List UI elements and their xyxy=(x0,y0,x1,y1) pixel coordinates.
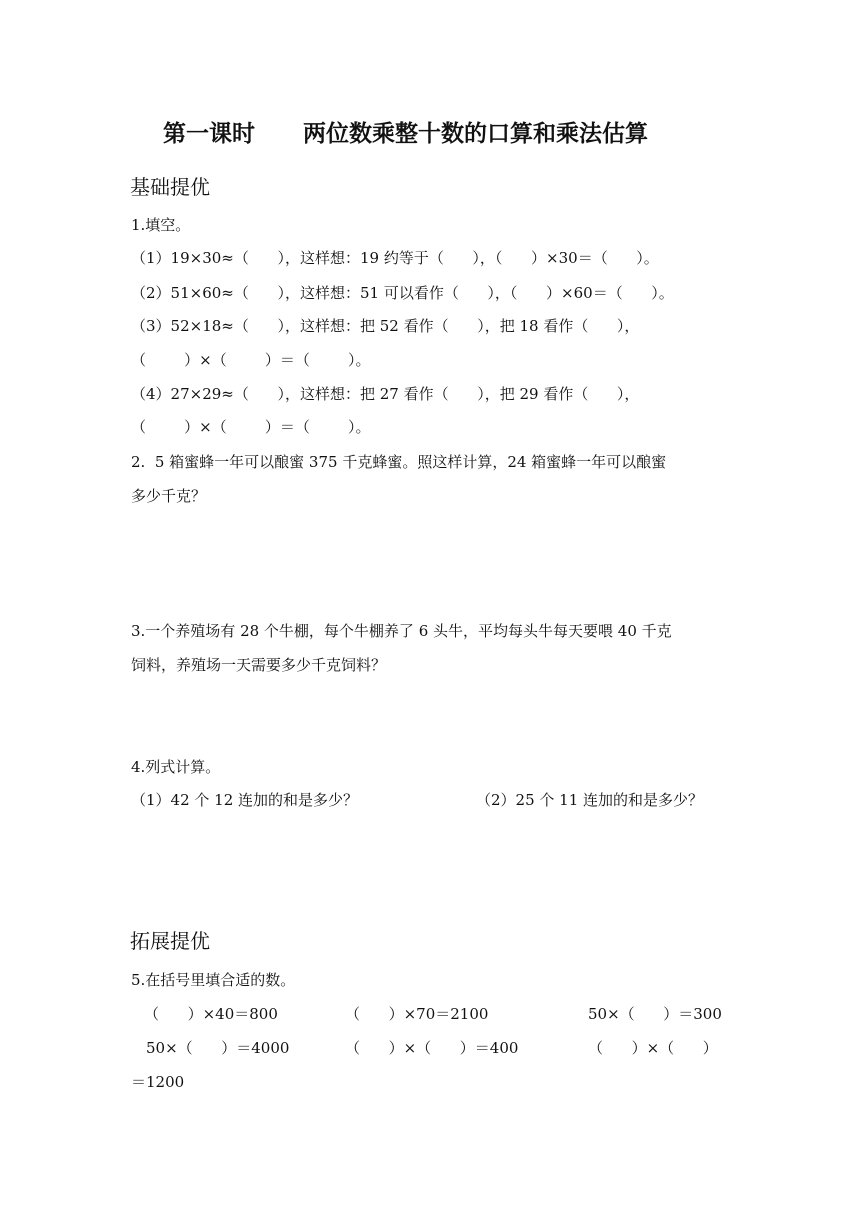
question-5-item-6-cont: ＝1200 xyxy=(131,1073,185,1091)
question-2-line-1: 2. 5 箱蜜蜂一年可以酿蜜 375 千克蜂蜜。照这样计算，24 箱蜜蜂一年可以酿蜜 xyxy=(131,453,667,471)
question-1-line-3-cont: （ ）×（ ）＝（ ）。 xyxy=(131,351,371,369)
question-4-part-1: （1）42 个 12 连加的和是多少？ xyxy=(131,791,359,809)
question-5-item-1: （ ）×40＝800 xyxy=(144,1005,278,1023)
question-5-heading: 5.在括号里填合适的数。 xyxy=(131,971,296,989)
question-1-line-1: （1）19×30≈（ ），这样想：19 约等于（ ），（ ）×30＝（ ）。 xyxy=(131,249,659,267)
page-title: 第一课时 两位数乘整十数的口算和乘法估算 xyxy=(163,121,649,147)
section-heading-basic: 基础提优 xyxy=(130,175,210,199)
question-2-line-2: 多少千克？ xyxy=(131,487,207,505)
question-1-heading: 1.填空。 xyxy=(131,216,191,234)
question-3-line-1: 3.一个养殖场有 28 个牛棚，每个牛棚养了 6 头牛，平均每头牛每天要喂 40 千克 xyxy=(131,622,672,640)
section-heading-extension: 拓展提优 xyxy=(130,929,210,953)
question-1-line-4-cont: （ ）×（ ）＝（ ）。 xyxy=(131,418,371,436)
question-4-part-2: （2）25 个 11 连加的和是多少？ xyxy=(476,791,704,809)
question-3-line-2: 饲料，养殖场一天需要多少千克饲料？ xyxy=(131,656,387,674)
question-5-item-3: 50×（ ）＝300 xyxy=(588,1005,722,1023)
question-1-line-4: （4）27×29≈（ ），这样想：把 27 看作（ ），把 29 看作（ ）， xyxy=(131,385,640,403)
question-5-item-6: （ ）×（ ） xyxy=(588,1039,718,1057)
question-1-line-3: （3）52×18≈（ ），这样想：把 52 看作（ ），把 18 看作（ ）， xyxy=(131,317,640,335)
question-5-item-5: （ ）×（ ）＝400 xyxy=(345,1039,519,1057)
question-5-item-2: （ ）×70＝2100 xyxy=(345,1005,489,1023)
question-4-heading: 4.列式计算。 xyxy=(131,758,221,776)
question-5-item-4: 50×（ ）＝4000 xyxy=(146,1039,290,1057)
question-1-line-2: （2）51×60≈（ ），这样想：51 可以看作（ ），（ ）×60＝（ ）。 xyxy=(131,284,674,302)
